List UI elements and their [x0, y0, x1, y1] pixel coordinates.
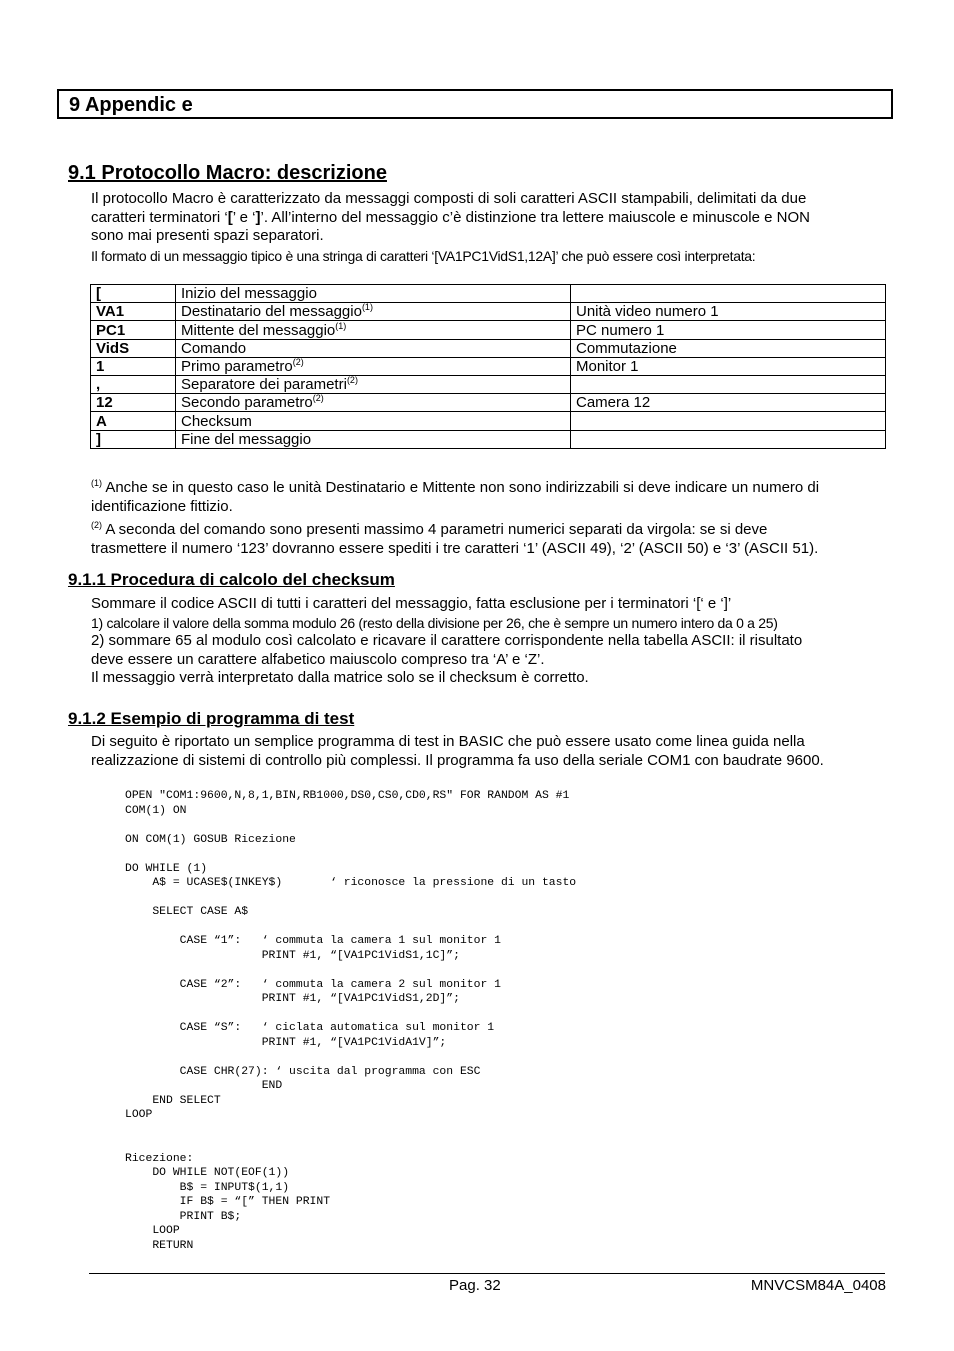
description-cell: Inizio del messaggio — [176, 285, 571, 303]
description-cell: Primo parametro$^{(2)}$ — [176, 357, 571, 375]
message-format-table — [90, 284, 886, 449]
chapter-heading-box — [57, 89, 893, 119]
footnote-1: $^{(1)}$ Anche se in questo caso le unità Destinatario e Mittente non sono indirizzabili si deve indicare un numero di — [91, 478, 820, 496]
section-title: 9.1 Protocollo Macro: descrizione — [68, 162, 387, 184]
value-cell — [571, 430, 886, 448]
checksum-section-title: 9.1.1 Procedura di calcolo del checksum — [68, 570, 395, 589]
footnote-ref: (1) — [361, 302, 373, 313]
table-row — [91, 321, 886, 339]
footnote-2-cont: trasmettere il numero ‘123’ dovranno essere spediti i tre caratteri ‘1’ (ASCII 49), ‘2’ (ASCII 50) e ‘3’ (ASCII 51). — [91, 539, 819, 557]
description-cell: Mittente del messaggio$^{(1)}$ — [176, 321, 571, 339]
table-row — [91, 303, 886, 321]
checksum-line: 1) calcolare il valore della somma modulo 26 (resto della divisione per 26, che è sempre un numero intero da 0 a 25) — [91, 614, 778, 631]
footnotes — [91, 474, 886, 558]
intro-format-line: Il formato di un messaggio tipico è una stringa di caratteri ‘[VA1PC1VidS1,12A]’ che può essere così interpretata: — [91, 248, 756, 264]
token-cell: , — [91, 375, 176, 393]
token-cell: A — [91, 412, 176, 430]
table-row — [91, 339, 886, 357]
basic-code-listing: OPEN "COM1:9600,N,8,1,BIN,RB1000,DS0,CS0,CD0,RS" FOR RANDOM AS #1 COM(1) ON ON COM(1) GOSUB Ricezione DO WHILE (1) A$ = UCASE$(INKEY$) ‘ riconosce la pressione di un tasto SELECT CASE A$ CASE “1”: ‘ commuta la camera 1 sul monitor 1 PRINT #1, “[VA1PC1VidS1,1C]”; CASE “2”: ‘ commuta la camera 2 sul monitor 1 PRINT #1, “[VA1PC1VidS1,2D]”; CASE “S”: ‘ ciclata automatica sul monitor 1 PRINT #1, “[VA1PC1VidA1V]”; CASE CHR(27): ‘ uscita dal programma con ESC END END SELECT LOOP Ricezione: DO WHILE NOT(EOF(1)) B$ = INPUT$(1,1) IF B$ = “[” THEN PRINT PRINT B$; LOOP RETURN — [125, 790, 577, 1252]
table-row — [91, 285, 886, 303]
token-cell: 1 — [91, 357, 176, 375]
checksum-line: 2) sommare 65 al modulo così calcolato e ricavare il carattere corrispondente nella tabella ASCII: il risultato — [91, 632, 803, 649]
checksum-line: deve essere un carattere alfabetico maiuscolo compreso tra ‘A’ e ‘Z’. — [91, 650, 545, 668]
footnote-ref: (2) — [346, 375, 358, 386]
checksum-paragraph — [91, 595, 881, 688]
table-row — [91, 430, 886, 448]
example-line: realizzazione di sistemi di controllo più complessi. Il programma fa uso della seriale COM1 con baudrate 9600. — [91, 751, 824, 769]
value-cell — [571, 285, 886, 303]
footnote-1-cont: identificazione fittizio. — [91, 497, 233, 515]
table-row — [91, 357, 886, 375]
token-cell: 12 — [91, 394, 176, 412]
checksum-line: Il messaggio verrà interpretato dalla matrice solo se il checksum è corretto. — [91, 669, 589, 686]
value-cell: PC numero 1 — [571, 321, 886, 339]
description-cell: Comando — [176, 339, 571, 357]
token-cell: VidS — [91, 339, 176, 357]
intro-line: sono mai presenti spazi separatori. — [91, 227, 324, 244]
intro-line: Il protocollo Macro è caratterizzato da messaggi composti di soli caratteri ASCII stampabili, delimitati da due — [91, 190, 807, 207]
table-row — [91, 412, 886, 430]
description-cell: Separatore dei parametri$^{(2)}$ — [176, 375, 571, 393]
chapter-title: 9 Appendic e — [69, 94, 193, 116]
example-line: Di seguito è riportato un semplice programma di test in BASIC che può essere usato come linea guida nella — [91, 733, 805, 750]
token-cell: VA1 — [91, 303, 176, 321]
table-row — [91, 375, 886, 393]
token-cell: [ — [91, 285, 176, 303]
description-cell: Fine del messaggio — [176, 430, 571, 448]
footnote-ref: (1) — [335, 320, 347, 331]
document-code: MNVCSM84A_0408 — [750, 1277, 886, 1294]
description-cell: Destinatario del messaggio$^{(1)}$ — [176, 303, 571, 321]
value-cell: Camera 12 — [571, 394, 886, 412]
table-row — [91, 394, 886, 412]
example-paragraph — [91, 733, 881, 770]
checksum-line: Sommare il codice ASCII di tutti i caratteri del messaggio, fatta esclusione per i terminatori ‘[‘ e ‘]’ — [91, 595, 732, 612]
value-cell — [571, 375, 886, 393]
footnote-ref: (2) — [312, 393, 324, 404]
description-cell: Secondo parametro$^{(2)}$ — [176, 394, 571, 412]
intro-paragraph — [91, 190, 881, 246]
footnote-2: $^{(2)}$ A seconda del comando sono presenti massimo 4 parametri numerici separati da virgola: se si deve — [91, 520, 768, 538]
value-cell: Unità video numero 1 — [571, 303, 886, 321]
example-section-title: 9.1.2 Esempio di programma di test — [68, 709, 355, 728]
token-cell: ] — [91, 430, 176, 448]
value-cell: Commutazione — [571, 339, 886, 357]
value-cell: Monitor 1 — [571, 357, 886, 375]
value-cell — [571, 412, 886, 430]
footnote-ref: (2) — [292, 356, 304, 367]
page-number: Pag. 32 — [449, 1277, 501, 1294]
footer-divider — [89, 1273, 885, 1274]
description-cell: Checksum — [176, 412, 571, 430]
intro-line: caratteri terminatori ‘[’ e ‘]’. All’interno del messaggio c’è distinzione tra lettere maiuscole e minuscole e NON — [91, 208, 810, 226]
token-cell: PC1 — [91, 321, 176, 339]
